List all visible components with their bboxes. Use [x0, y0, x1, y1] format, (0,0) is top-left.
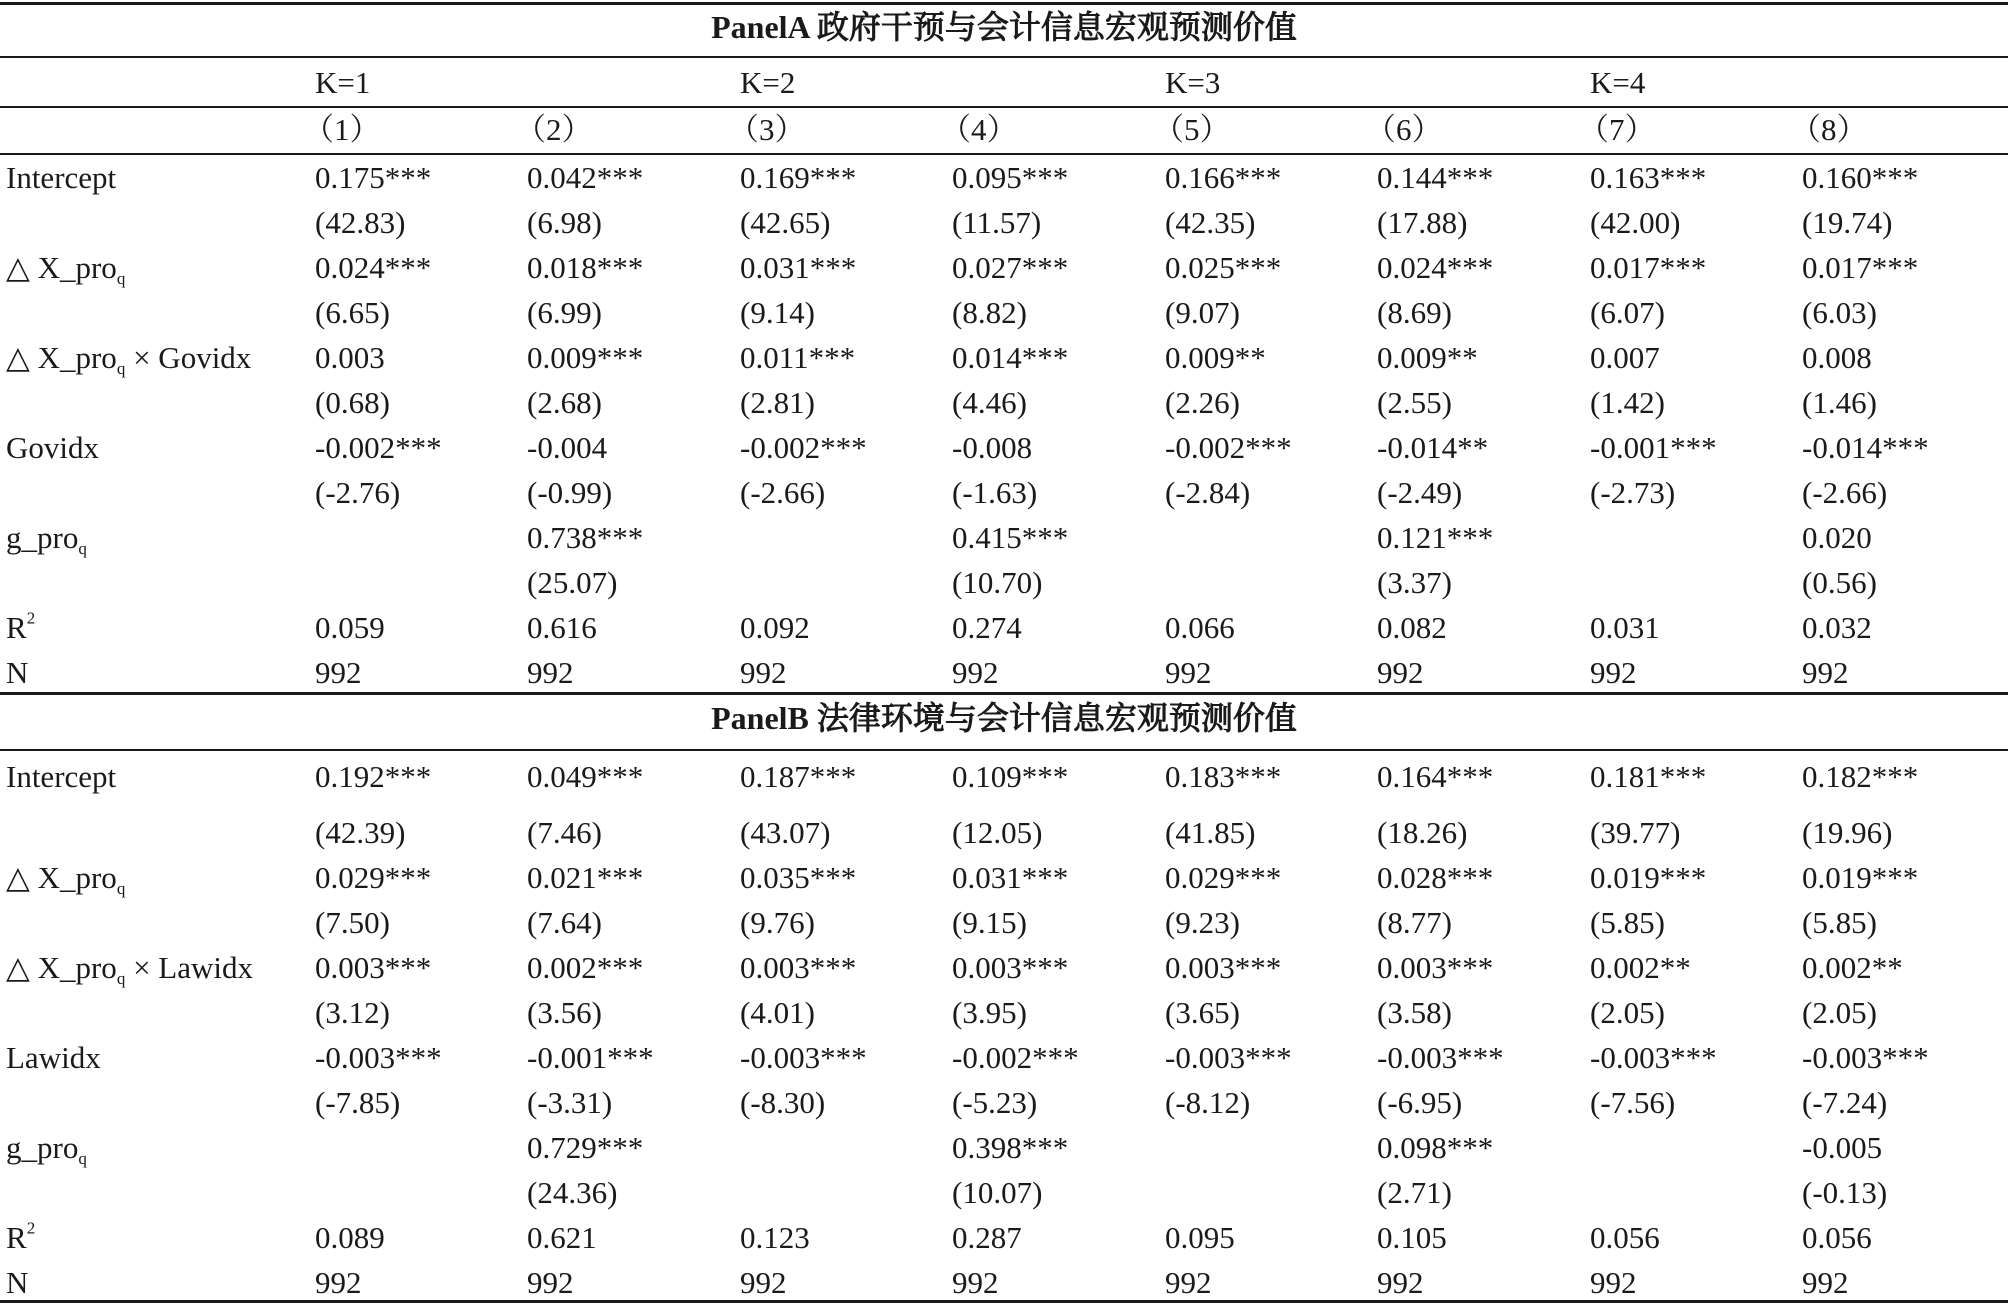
- table-cell: -0.003***: [1377, 1040, 1504, 1075]
- table-cell: (2.05): [1590, 995, 1665, 1030]
- table-row: [0, 754, 2008, 799]
- table-cell: (19.96): [1802, 815, 1893, 850]
- table-row: [0, 945, 2008, 990]
- table-cell: 992: [1165, 655, 1212, 690]
- table-cell: 0.164***: [1377, 759, 1494, 794]
- table-cell: (6.07): [1590, 295, 1665, 330]
- table-cell: (4.46): [952, 385, 1027, 420]
- table-row: [0, 290, 2008, 335]
- table-cell: (2.81): [740, 385, 815, 420]
- row-label-text: R: [6, 610, 27, 645]
- table-cell: 992: [1377, 655, 1424, 690]
- row-label-subscript: q: [116, 968, 126, 988]
- row-label: [6, 754, 116, 799]
- row-label: [6, 1260, 28, 1305]
- row-label: [6, 1035, 101, 1080]
- table-cell: 0.095***: [952, 160, 1069, 195]
- table-cell: (42.65): [740, 205, 831, 240]
- table-cell: (8.77): [1377, 905, 1452, 940]
- table-cell: 0.029***: [315, 860, 432, 895]
- table-cell: (2.05): [1802, 995, 1877, 1030]
- table-cell: 0.181***: [1590, 759, 1707, 794]
- table-cell: 0.018***: [527, 250, 644, 285]
- table-cell: 0.003***: [1377, 950, 1494, 985]
- table-cell: 0.169***: [740, 160, 857, 195]
- row-label-interaction: × Govidx: [125, 340, 252, 375]
- table-cell: 992: [952, 1265, 999, 1300]
- table-row: [0, 560, 2008, 605]
- k-header-2: K=2: [740, 65, 796, 100]
- row-label: [6, 515, 87, 560]
- table-cell: 0.121***: [1377, 520, 1494, 555]
- table-cell: 0.163***: [1590, 160, 1707, 195]
- row-label: [6, 1215, 35, 1260]
- table-row: [0, 155, 2008, 200]
- table-cell: (2.26): [1165, 385, 1240, 420]
- table-cell: 0.095: [1165, 1220, 1235, 1255]
- table-cell: 0.616: [527, 610, 597, 645]
- table-cell: 0.092: [740, 610, 810, 645]
- table-cell: (-2.76): [315, 475, 401, 510]
- table-row: [0, 990, 2008, 1035]
- table-cell: (-2.66): [740, 475, 826, 510]
- table-cell: (39.77): [1590, 815, 1681, 850]
- table-cell: 0.144***: [1377, 160, 1494, 195]
- table-cell: (2.68): [527, 385, 602, 420]
- table-cell: (10.07): [952, 1175, 1043, 1210]
- table-cell: 0.105: [1377, 1220, 1447, 1255]
- k-header-row: [0, 60, 2008, 105]
- table-cell: 992: [1590, 655, 1637, 690]
- k-header-1: K=1: [315, 65, 371, 100]
- row-label: [6, 650, 28, 695]
- row-label-text: Govidx: [6, 430, 99, 465]
- table-cell: 0.415***: [952, 520, 1069, 555]
- table-cell: 0.003***: [952, 950, 1069, 985]
- table-cell: (3.12): [315, 995, 390, 1030]
- table-cell: (11.57): [952, 205, 1042, 240]
- table-row: [0, 380, 2008, 425]
- table-cell: -0.001***: [527, 1040, 654, 1075]
- row-label-text: △ X_pro: [6, 860, 117, 895]
- row-label-superscript: 2: [26, 1218, 36, 1238]
- table-row: [0, 1125, 2008, 1170]
- table-cell: (2.71): [1377, 1175, 1452, 1210]
- table-cell: (9.15): [952, 905, 1027, 940]
- column-number: （6）: [1365, 112, 1443, 147]
- table-row: [0, 470, 2008, 515]
- row-label-text: g_pro: [6, 1130, 79, 1165]
- k-header-4: K=4: [1590, 65, 1646, 100]
- table-cell: 992: [1165, 1265, 1212, 1300]
- table-cell: (-7.56): [1590, 1085, 1676, 1120]
- table-cell: (1.42): [1590, 385, 1665, 420]
- table-row: [0, 650, 2008, 695]
- table-cell: 0.017***: [1590, 250, 1707, 285]
- table-cell: 0.019***: [1802, 860, 1919, 895]
- table-cell: -0.002***: [952, 1040, 1079, 1075]
- table-cell: 0.032: [1802, 610, 1872, 645]
- table-row: [0, 1035, 2008, 1080]
- row-label: [6, 855, 125, 900]
- table-cell: (-2.49): [1377, 475, 1463, 510]
- table-cell: -0.003***: [740, 1040, 867, 1075]
- table-row: [0, 200, 2008, 245]
- table-cell: 0.003***: [740, 950, 857, 985]
- table-row: [0, 515, 2008, 560]
- table-cell: (-3.31): [527, 1085, 613, 1120]
- table-cell: -0.002***: [740, 430, 867, 465]
- table-cell: -0.004: [527, 430, 608, 465]
- row-label-interaction: × Lawidx: [125, 950, 254, 985]
- table-cell: -0.002***: [1165, 430, 1292, 465]
- table-row: [0, 855, 2008, 900]
- row-label-superscript: 2: [26, 608, 36, 628]
- table-cell: (-2.84): [1165, 475, 1251, 510]
- table-cell: 0.031***: [952, 860, 1069, 895]
- table-cell: (7.64): [527, 905, 602, 940]
- table-cell: 0.274: [952, 610, 1022, 645]
- table-cell: (-2.66): [1802, 475, 1888, 510]
- column-number: （8）: [1790, 112, 1868, 147]
- row-label-text: △ X_pro: [6, 950, 117, 985]
- table-cell: (3.56): [527, 995, 602, 1030]
- table-cell: 0.009***: [527, 340, 644, 375]
- table-cell: 0.192***: [315, 759, 432, 794]
- row-label-text: g_pro: [6, 520, 79, 555]
- table-row: [0, 245, 2008, 290]
- table-cell: 0.019***: [1590, 860, 1707, 895]
- table-cell: (6.03): [1802, 295, 1877, 330]
- table-cell: -0.005: [1802, 1130, 1883, 1165]
- row-label-text: △ X_pro: [6, 250, 117, 285]
- row-label-text: Intercept: [6, 160, 117, 195]
- table-cell: (3.58): [1377, 995, 1452, 1030]
- row-label: [6, 1125, 87, 1170]
- table-cell: (-7.24): [1802, 1085, 1888, 1120]
- table-cell: 0.003***: [1165, 950, 1282, 985]
- table-cell: 992: [740, 1265, 787, 1300]
- table-cell: 992: [315, 655, 362, 690]
- table-cell: (-7.85): [315, 1085, 401, 1120]
- table-cell: (-0.99): [527, 475, 613, 510]
- table-cell: (41.85): [1165, 815, 1256, 850]
- table-cell: 0.003: [315, 340, 385, 375]
- table-row: [0, 900, 2008, 945]
- table-cell: 0.009**: [1165, 340, 1266, 375]
- row-label: [6, 425, 99, 470]
- row-label: [6, 155, 116, 200]
- column-number: （1）: [303, 112, 381, 147]
- table-cell: 0.024***: [1377, 250, 1494, 285]
- table-cell: (9.23): [1165, 905, 1240, 940]
- row-label-text: N: [6, 1265, 29, 1300]
- table-cell: (9.07): [1165, 295, 1240, 330]
- table-cell: 0.017***: [1802, 250, 1919, 285]
- table-cell: (25.07): [527, 565, 618, 600]
- table-cell: (3.65): [1165, 995, 1240, 1030]
- table-cell: 0.031: [1590, 610, 1660, 645]
- table-cell: -0.003***: [1590, 1040, 1717, 1075]
- table-cell: 0.183***: [1165, 759, 1282, 794]
- row-label: [6, 605, 35, 650]
- table-cell: 0.398***: [952, 1130, 1069, 1165]
- table-cell: -0.014**: [1377, 430, 1489, 465]
- row-label-subscript: q: [116, 358, 126, 378]
- table-cell: 992: [527, 655, 574, 690]
- table-cell: 0.031***: [740, 250, 857, 285]
- table-cell: (-0.13): [1802, 1175, 1888, 1210]
- table-cell: 0.175***: [315, 160, 432, 195]
- table-cell: (6.98): [527, 205, 602, 240]
- table-cell: 0.738***: [527, 520, 644, 555]
- row-label-subscript: q: [116, 878, 126, 898]
- row-label: [6, 945, 253, 990]
- table-cell: -0.003***: [1165, 1040, 1292, 1075]
- panel-b-title: PanelB 法律环境与会计信息宏观预测价值: [711, 700, 1297, 736]
- table-cell: 0.002**: [1802, 950, 1903, 985]
- table-cell: (7.46): [527, 815, 602, 850]
- row-label-text: Lawidx: [6, 1040, 101, 1075]
- table-cell: 0.123: [740, 1220, 810, 1255]
- table-cell: 0.049***: [527, 759, 644, 794]
- table-cell: (42.83): [315, 205, 406, 240]
- table-cell: (9.14): [740, 295, 815, 330]
- table-cell: (-5.23): [952, 1085, 1038, 1120]
- table-cell: -0.003***: [315, 1040, 442, 1075]
- column-number: （5）: [1153, 112, 1231, 147]
- panel-a-title: PanelA 政府干预与会计信息宏观预测价值: [711, 9, 1297, 45]
- table-cell: (12.05): [952, 815, 1043, 850]
- table-cell: 992: [527, 1265, 574, 1300]
- table-cell: 0.098***: [1377, 1130, 1494, 1165]
- table-cell: (7.50): [315, 905, 390, 940]
- table-cell: (9.76): [740, 905, 815, 940]
- table-cell: (24.36): [527, 1175, 618, 1210]
- table-cell: 0.182***: [1802, 759, 1919, 794]
- column-number-row: [0, 107, 2008, 152]
- table-cell: 0.009**: [1377, 340, 1478, 375]
- table-cell: 0.002**: [1590, 950, 1691, 985]
- k-header-3: K=3: [1165, 65, 1221, 100]
- table-cell: (42.35): [1165, 205, 1256, 240]
- table-cell: (43.07): [740, 815, 831, 850]
- table-cell: 0.025***: [1165, 250, 1282, 285]
- table-cell: (4.01): [740, 995, 815, 1030]
- table-cell: -0.002***: [315, 430, 442, 465]
- table-cell: 0.042***: [527, 160, 644, 195]
- table-cell: (17.88): [1377, 205, 1468, 240]
- table-cell: (2.55): [1377, 385, 1452, 420]
- table-cell: 992: [1590, 1265, 1637, 1300]
- table-cell: 0.287: [952, 1220, 1022, 1255]
- table-cell: 0.002***: [527, 950, 644, 985]
- table-cell: -0.008: [952, 430, 1033, 465]
- table-cell: 0.160***: [1802, 160, 1919, 195]
- table-cell: 992: [740, 655, 787, 690]
- table-cell: 0.166***: [1165, 160, 1282, 195]
- table-cell: 992: [1802, 1265, 1849, 1300]
- table-cell: (3.95): [952, 995, 1027, 1030]
- table-cell: 0.056: [1590, 1220, 1660, 1255]
- row-label-subscript: q: [78, 1148, 87, 1168]
- table-cell: 0.082: [1377, 610, 1447, 645]
- table-cell: (8.69): [1377, 295, 1452, 330]
- row-label-text: N: [6, 655, 29, 690]
- rule-bottom: [0, 1300, 2008, 1303]
- table-cell: (42.00): [1590, 205, 1681, 240]
- table-row: [0, 810, 2008, 855]
- row-label: [6, 245, 125, 290]
- table-cell: (18.26): [1377, 815, 1468, 850]
- table-cell: 0.007: [1590, 340, 1660, 375]
- table-cell: 0.008: [1802, 340, 1872, 375]
- table-row: [0, 1170, 2008, 1215]
- table-cell: 0.029***: [1165, 860, 1282, 895]
- table-cell: (5.85): [1590, 905, 1665, 940]
- table-cell: 0.028***: [1377, 860, 1494, 895]
- column-number: （7）: [1578, 112, 1656, 147]
- table-cell: 992: [1802, 655, 1849, 690]
- table-cell: (0.68): [315, 385, 390, 420]
- table-cell: 0.027***: [952, 250, 1069, 285]
- table-cell: (1.46): [1802, 385, 1877, 420]
- table-cell: 0.089: [315, 1220, 385, 1255]
- row-label-text: R: [6, 1220, 27, 1255]
- table-cell: 0.003***: [315, 950, 432, 985]
- table-cell: 0.056: [1802, 1220, 1872, 1255]
- column-number: （3）: [728, 112, 806, 147]
- table-cell: 0.187***: [740, 759, 857, 794]
- table-cell: 992: [952, 655, 999, 690]
- table-cell: 0.621: [527, 1220, 597, 1255]
- table-row: [0, 335, 2008, 380]
- table-cell: 992: [315, 1265, 362, 1300]
- table-cell: (19.74): [1802, 205, 1893, 240]
- column-number: （4）: [940, 112, 1018, 147]
- row-label-subscript: q: [78, 538, 87, 558]
- column-number: （2）: [515, 112, 593, 147]
- table-cell: (-8.12): [1165, 1085, 1251, 1120]
- table-cell: -0.001***: [1590, 430, 1717, 465]
- table-cell: 0.066: [1165, 610, 1235, 645]
- table-cell: (8.82): [952, 295, 1027, 330]
- table-cell: (5.85): [1802, 905, 1877, 940]
- table-cell: 0.014***: [952, 340, 1069, 375]
- row-label-text: Intercept: [6, 759, 117, 794]
- table-cell: 0.024***: [315, 250, 432, 285]
- table-cell: 0.035***: [740, 860, 857, 895]
- table-cell: (42.39): [315, 815, 406, 850]
- table-cell: -0.014***: [1802, 430, 1929, 465]
- table-cell: 0.020: [1802, 520, 1872, 555]
- table-cell: 992: [1377, 1265, 1424, 1300]
- table-cell: 0.021***: [527, 860, 644, 895]
- table-row: [0, 1215, 2008, 1260]
- table-row: [0, 425, 2008, 470]
- table-cell: (10.70): [952, 565, 1043, 600]
- table-cell: (6.99): [527, 295, 602, 330]
- table-cell: (-8.30): [740, 1085, 826, 1120]
- table-cell: (-1.63): [952, 475, 1038, 510]
- table-cell: 0.059: [315, 610, 385, 645]
- rule-panel-b-title: [0, 749, 2008, 751]
- table-cell: (3.37): [1377, 565, 1452, 600]
- table-cell: 0.729***: [527, 1130, 644, 1165]
- table-cell: (-6.95): [1377, 1085, 1463, 1120]
- table-cell: 0.011***: [740, 340, 856, 375]
- table-cell: 0.109***: [952, 759, 1069, 794]
- table-cell: (6.65): [315, 295, 390, 330]
- row-label: [6, 335, 251, 380]
- row-label-subscript: q: [116, 268, 126, 288]
- table-cell: (0.56): [1802, 565, 1877, 600]
- table-cell: -0.003***: [1802, 1040, 1929, 1075]
- table-cell: (-2.73): [1590, 475, 1676, 510]
- rule-panel-a-title: [0, 56, 2008, 58]
- table-row: [0, 1080, 2008, 1125]
- table-row: [0, 605, 2008, 650]
- table-row: [0, 1260, 2008, 1305]
- row-label-text: △ X_pro: [6, 340, 117, 375]
